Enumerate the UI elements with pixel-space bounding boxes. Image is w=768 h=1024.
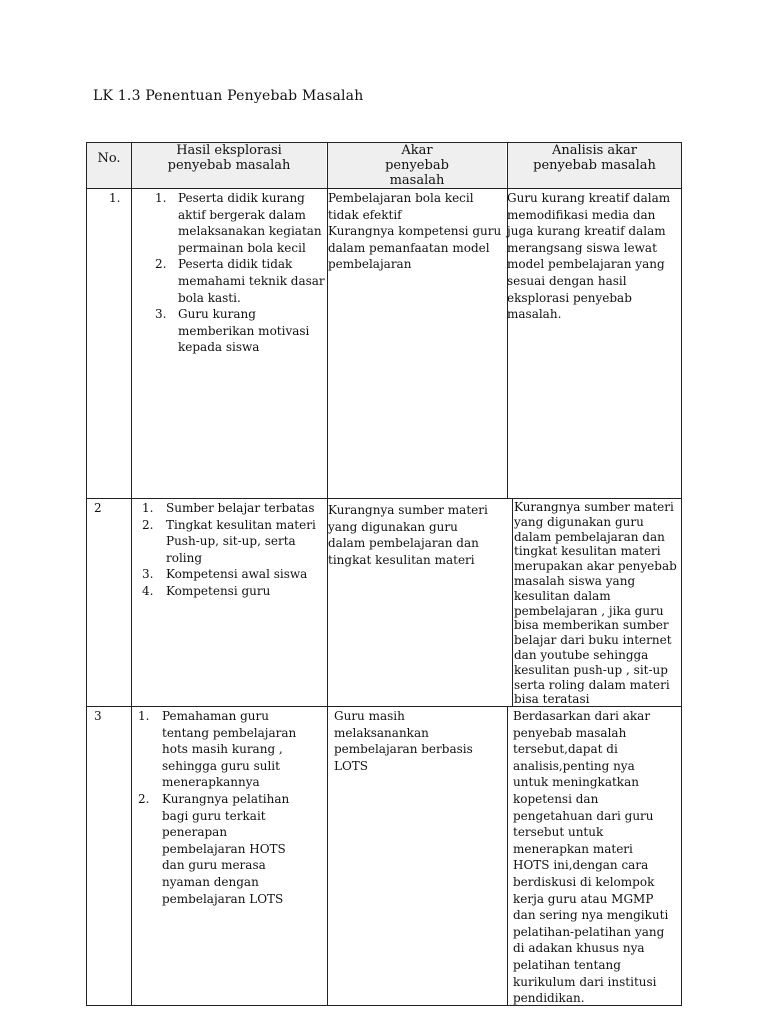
header-root: Akar penyebab masalah xyxy=(385,143,449,188)
row1-causes xyxy=(155,190,327,356)
row2-causes xyxy=(142,500,327,600)
list-item: 2. Tingkat kesulitan materi Push-up, sit-up, serta roling xyxy=(142,517,316,565)
header-no: No. xyxy=(97,151,121,166)
list-item: 1. Sumber belajar terbatas xyxy=(142,501,315,515)
col-divider-1 xyxy=(131,142,132,1006)
list-item: 1. Peserta didik kurang aktif bergerak dalam melaksanakan kegiatan permainan bola kecil xyxy=(155,191,322,255)
row2-no: 2 xyxy=(94,501,102,515)
row3-root: Guru masih melaksanankan pembelajaran berbasis LOTS xyxy=(334,709,473,773)
list-item: 2. Peserta didik tidak memahami teknik dasar bola kasti. xyxy=(155,257,325,305)
table-border-right xyxy=(681,142,682,1006)
row1-root: Pembelajaran bola kecil tidak efektif Kurangnya kompetensi guru dalam pemanfaatan model pembelajaran xyxy=(328,191,502,272)
page-title: LK 1.3 Penentuan Penyebab Masalah xyxy=(93,88,364,104)
row1-no: 1. xyxy=(109,191,121,205)
row2-root: Kurangnya sumber materi yang digunakan guru dalam pembelajaran dan tingkat kesulitan materi xyxy=(328,503,488,567)
col-divider-3c xyxy=(507,706,508,1006)
list-item: 3. Guru kurang memberikan motivasi kepada siswa xyxy=(155,307,310,355)
list-item: 3. Kompetensi awal siswa xyxy=(142,567,308,582)
list-item: 4. Kompetensi guru xyxy=(142,583,271,598)
header-divider xyxy=(86,188,682,189)
row3-no: 3 xyxy=(94,709,102,723)
col-divider-3b xyxy=(512,498,513,706)
list-item: 2. Kurangnya pelatihan bagi guru terkait penerapan pembelajaran HOTS dan guru merasa nyaman dengan pembelajaran LOTS xyxy=(138,791,290,906)
row3-causes xyxy=(138,708,327,907)
header-analysis: Analisis akar penyebab masalah xyxy=(533,143,656,173)
row2-analysis: Kurangnya sumber materi yang digunakan guru dalam pembelajaran dan tingkat kesulitan materi merupakan akar penyebab masalah siswa yang kesulitan dalam pembelajaran , jika guru bisa memberikan sumber belajar dari buku internet dan youtube sehingga kesulitan push-up , sit-up serta roling dalam materi bisa teratasi xyxy=(514,500,677,707)
row3-analysis: Berdasarkan dari akar penyebab masalah tersebut,dapat di analisis,penting nya untuk meningkatkan kopetensi dan pengetahuan dari guru tersebut untuk menerapkan materi HOTS ini,dengan cara berdiskusi di kelompok kerja guru atau MGMP dan sering nya mengikuti pelatihan-pelatihan yang di adakan khusus nya pelatihan tentang kurikulum dari institusi pendidikan. xyxy=(513,709,669,1006)
table-border-left xyxy=(86,142,87,1006)
header-causes: Hasil eksplorasi penyebab masalah xyxy=(167,143,291,173)
list-item: 1. Pemahaman guru tentang pembelajaran hots masih kurang , sehingga guru sulit menerapkannya xyxy=(138,709,297,790)
row1-analysis: Guru kurang kreatif dalam memodifikasi media dan juga kurang kreatif dalam merangsang siswa lewat model pembelajaran yang sesuai dengan hasil eksplorasi penyebab masalah. xyxy=(507,191,671,322)
row-divider-1 xyxy=(86,498,682,499)
